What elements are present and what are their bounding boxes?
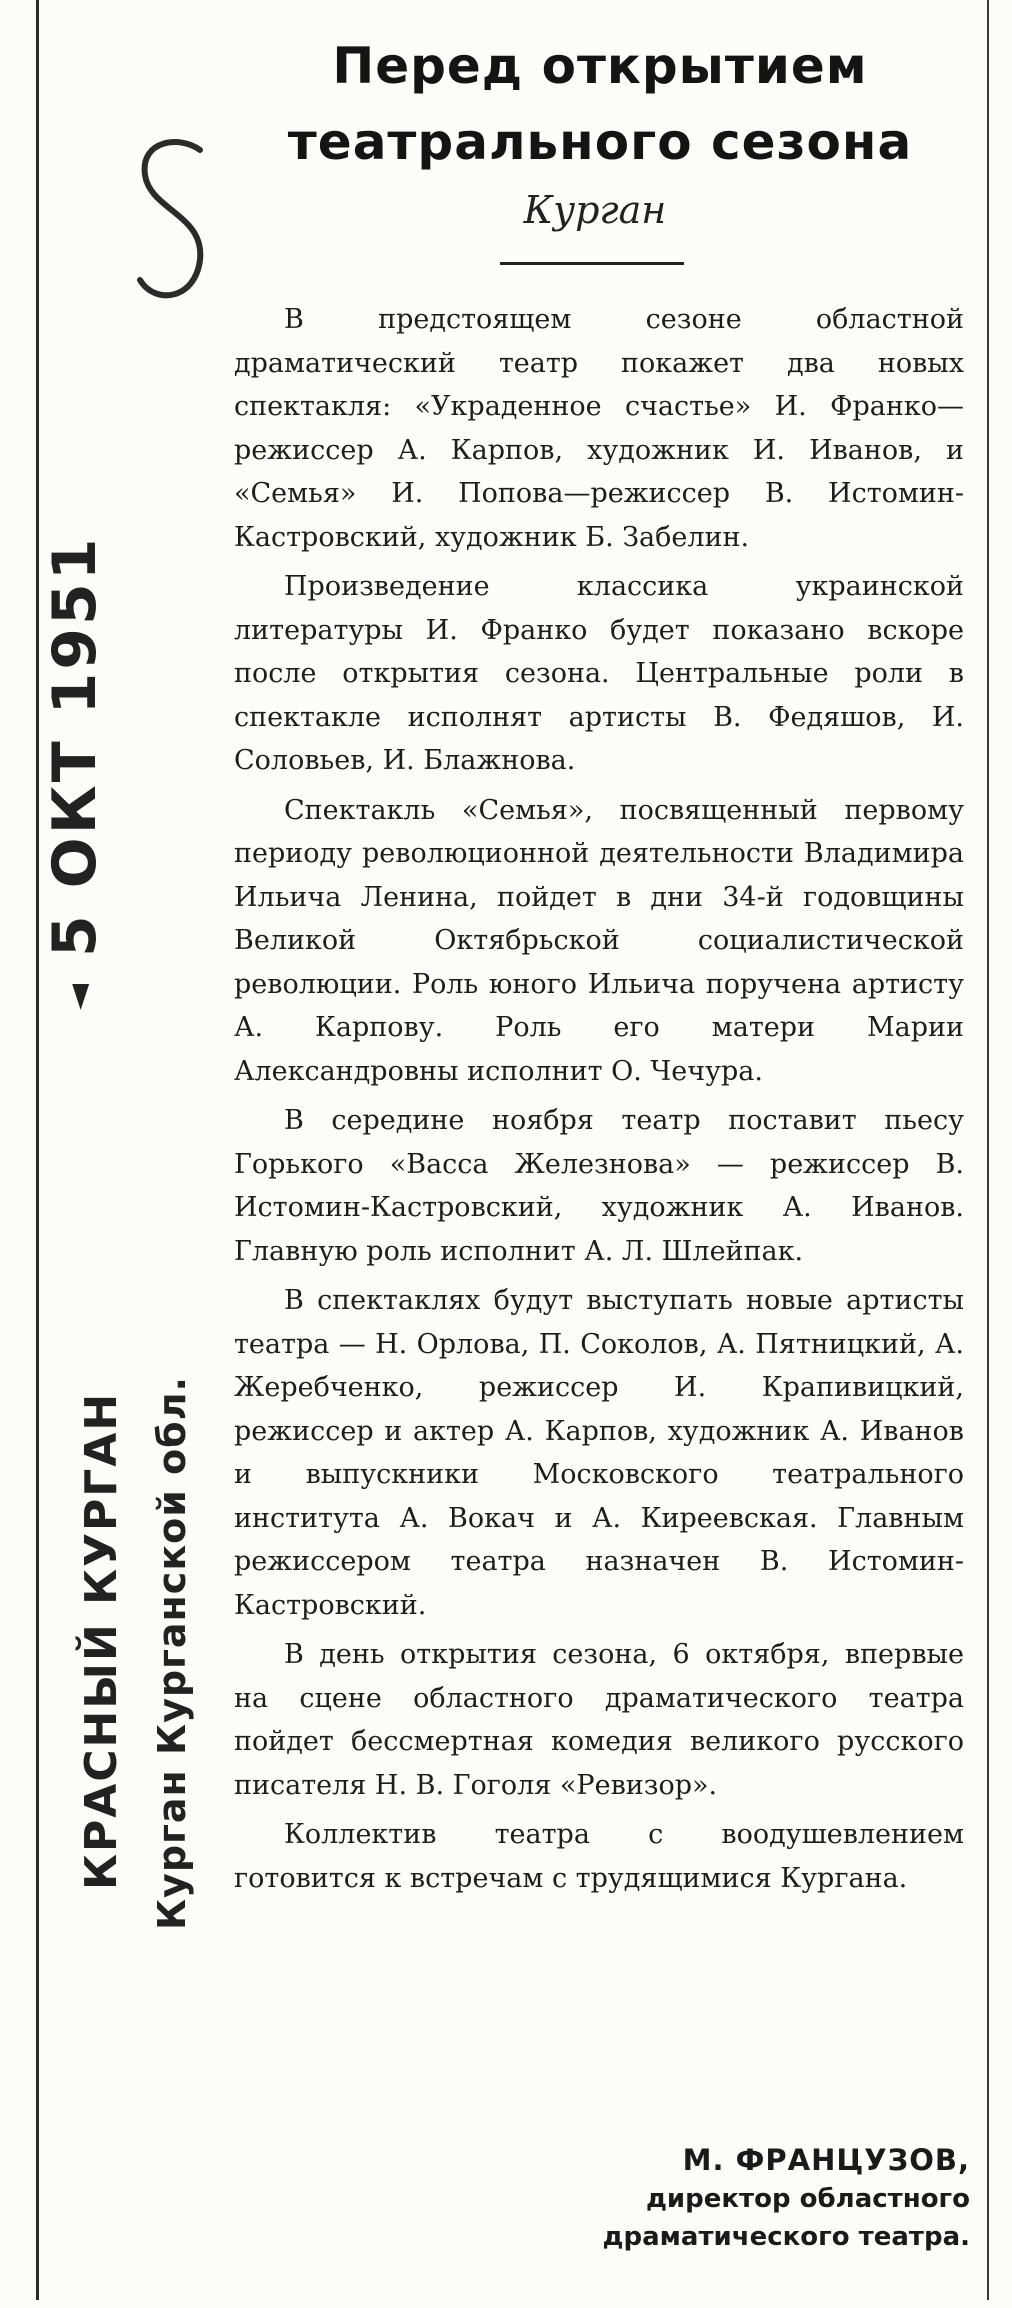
paragraph: В предстоящем сезоне областной драматический театр покажет два новых спектакля: «Украденное счастье» И. Франко—режиссер А. Карпов, художник И. Иванов, и «Семья» И. Попова—режиссер В. Истомин-Кастровский, художник Б. Забелин. [234, 304, 964, 553]
handwritten-mark [120, 130, 215, 320]
headline [270, 28, 930, 180]
author-name: М. ФРАНЦУЗОВ, [682, 2143, 970, 2177]
paragraph: В день открытия сезона, 6 октября, впервые на сцене областного драматического театра пойдет бессмертная комедия великого русского писателя Н. В. Гоголя «Ревизор». [234, 1639, 964, 1801]
headline-line-2: театрального сезона [287, 113, 913, 171]
stamp-date: 5 ОКТ 1951 [40, 535, 110, 957]
paragraph: Спектакль «Семья», посвященный первому периоду революционной деятельности Владимира Ильича Ленина, пойдет в дни 34-й годовщины Великой Октябрьской социалистической революции. Роль юного Ильича поручена артисту А. Карпову. Роль его матери Марии Александровны исполнит О. Чечура. [234, 794, 964, 1087]
date-stamp [40, 490, 120, 1010]
headline-line-1: Перед открытием [332, 37, 868, 95]
dateline-rule [500, 262, 684, 265]
author-title-line-1: директор областного [645, 2184, 970, 2214]
signature-block [440, 2140, 970, 2256]
dateline: Курган [523, 188, 667, 232]
paragraph: В середине ноября театр поставит пьесу Горького «Васса Железнова» — режиссер В. Истомин-Кастровский, художник А. Иванов. Главную роль исполнит А. Л. Шлейпак. [234, 1105, 964, 1267]
stamp-arrow-icon: ◄ [58, 980, 99, 1010]
article-body [234, 298, 964, 1906]
paragraph: Коллектив театра с воодушевлением готовится к встречам с трудящимися Кургана. [234, 1819, 964, 1894]
paragraph: В спектаклях будут выступать новые артисты театра — Н. Орлова, П. Соколов, А. Пятницкий, А. Жеребченко, режиссер И. Крапивицкий, режиссер и актер А. Карпов, художник А. Иванов и выпускники Московского театрального института А. Вокач и А. Киреевская. Главным режиссером театра назначен В. Истомин-Кастровский. [234, 1285, 964, 1621]
author-title-line-2: драматического театра. [602, 2222, 970, 2252]
newspaper-place: Курган Курганской обл. [150, 1376, 194, 1930]
paragraph: Произведение классика украинской литературы И. Франко будет показано вскоре после открытия сезона. Центральные роли в спектакле исполнят артисты В. Федяшов, И. Соловьев, И. Блажнова. [234, 571, 964, 776]
newspaper-name: КРАСНЫЙ КУРГАН [76, 1391, 127, 1890]
